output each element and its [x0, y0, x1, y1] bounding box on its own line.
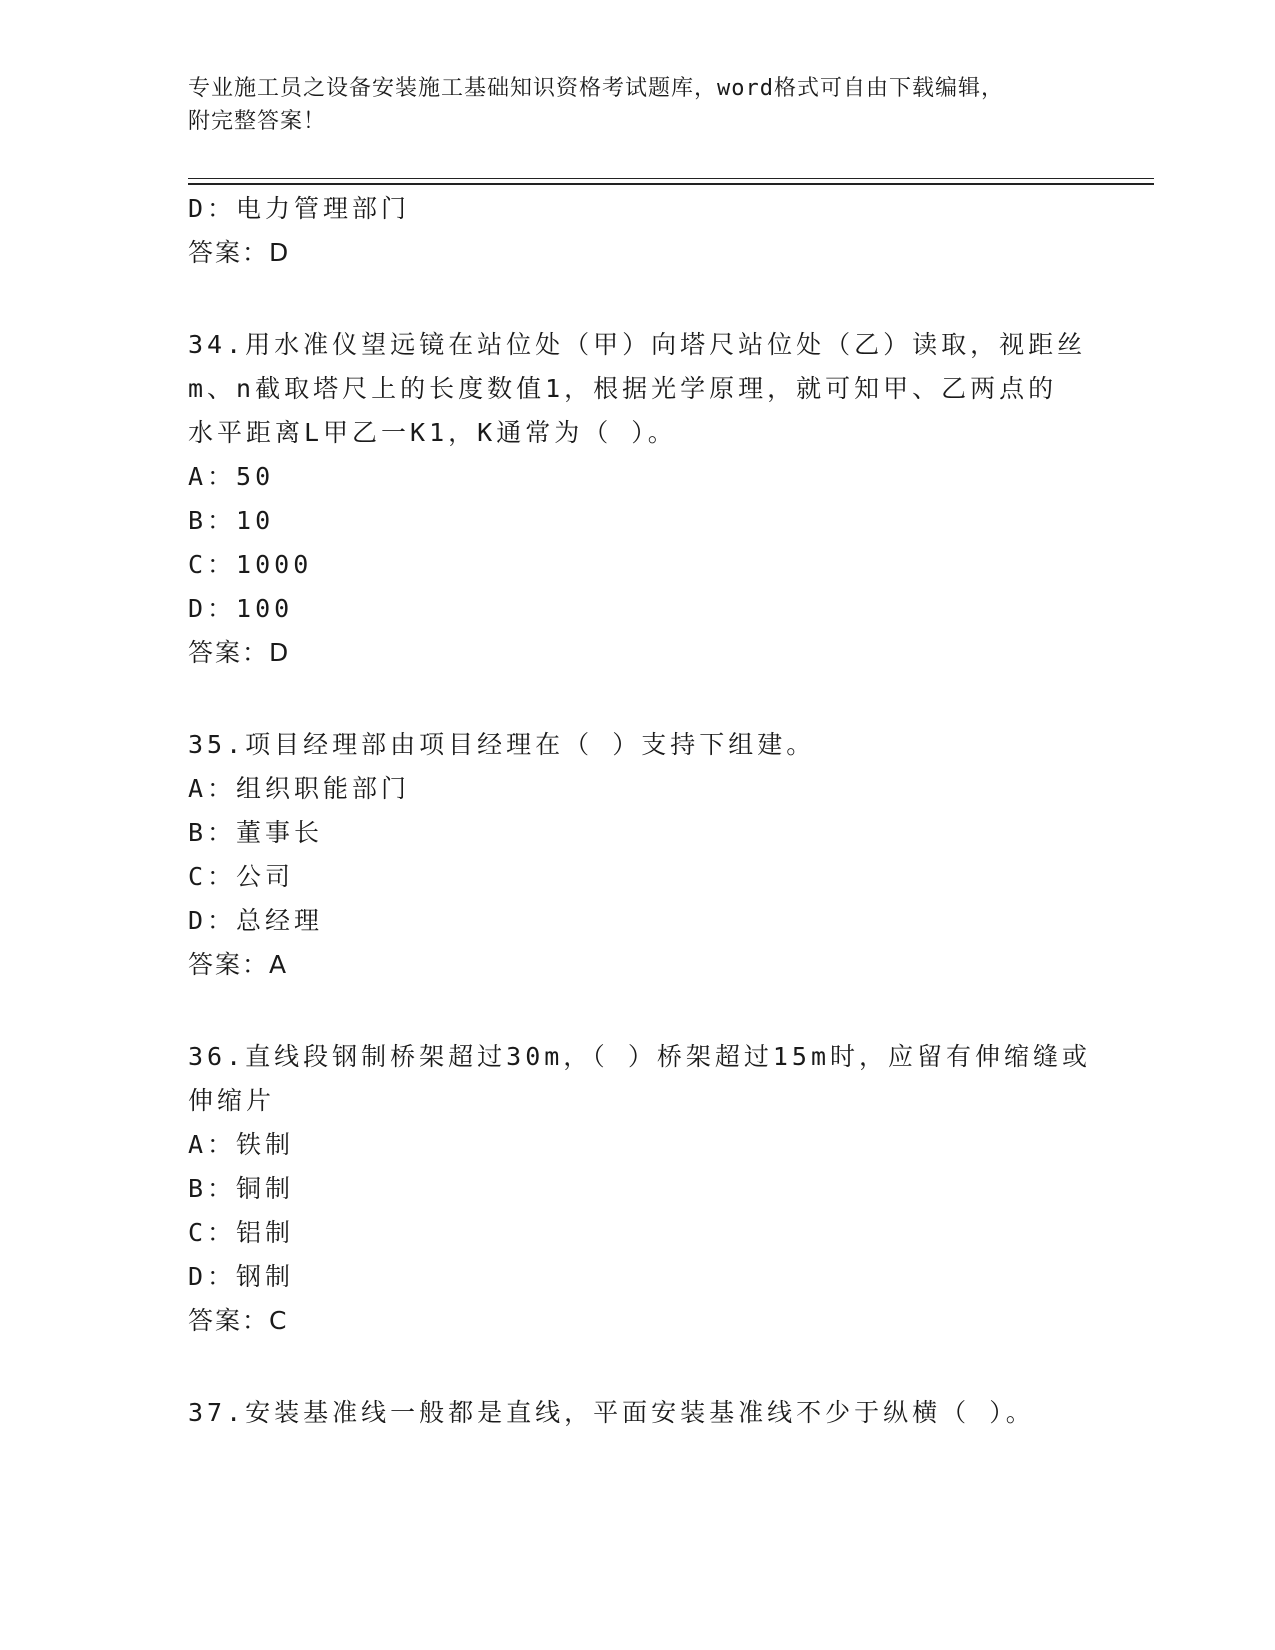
q34-option-d: D：100: [188, 594, 294, 623]
q34-stem-line1: 34.用水准仪望远镜在站位处（甲）向塔尺站位处（乙）读取，视距丝: [188, 330, 1087, 359]
q33-answer: 答案：D: [188, 238, 291, 267]
q35-option-b: B：董事长: [188, 818, 324, 847]
q34-option-a: A：50: [188, 462, 275, 491]
q35-answer: 答案：A: [188, 950, 289, 979]
q36-option-d: D：钢制: [188, 1262, 295, 1291]
q34-option-c: C：1000: [188, 550, 313, 579]
q37-stem-line1: 37.安装基准线一般都是直线，平面安装基准线不少于纵横（ ）。: [188, 1398, 1035, 1427]
header-divider-thin: [188, 178, 1154, 179]
q36-option-a: A：铁制: [188, 1130, 295, 1159]
header-divider-thick: [188, 183, 1154, 185]
q35-stem-line1: 35.项目经理部由项目经理在（ ）支持下组建。: [188, 730, 816, 759]
q33-option-d: D：电力管理部门: [188, 194, 411, 223]
q35-option-a: A：组织职能部门: [188, 774, 411, 803]
q36-stem-line2: 伸缩片: [188, 1086, 276, 1115]
q35-option-d: D：总经理: [188, 906, 324, 935]
q34-option-b: B：10: [188, 506, 275, 535]
q34-answer: 答案：D: [188, 638, 291, 667]
q36-stem-line1: 36.直线段钢制桥架超过30m，（ ）桥架超过15m时，应留有伸缩缝或: [188, 1042, 1092, 1071]
q36-answer: 答案：C: [188, 1306, 289, 1335]
q36-option-c: C：铝制: [188, 1218, 295, 1247]
document-header: 专业施工员之设备安装施工基础知识资格考试题库，word格式可自由下载编辑， 附完整答案！: [188, 76, 1004, 134]
q36-option-b: B：铜制: [188, 1174, 295, 1203]
q34-stem-line3: 水平距离L甲乙一K1，K通常为（ ）。: [188, 418, 677, 447]
q35-option-c: C：公司: [188, 862, 295, 891]
q34-stem-line2: m、n截取塔尺上的长度数值1，根据光学原理，就可知甲、乙两点的: [188, 374, 1058, 403]
